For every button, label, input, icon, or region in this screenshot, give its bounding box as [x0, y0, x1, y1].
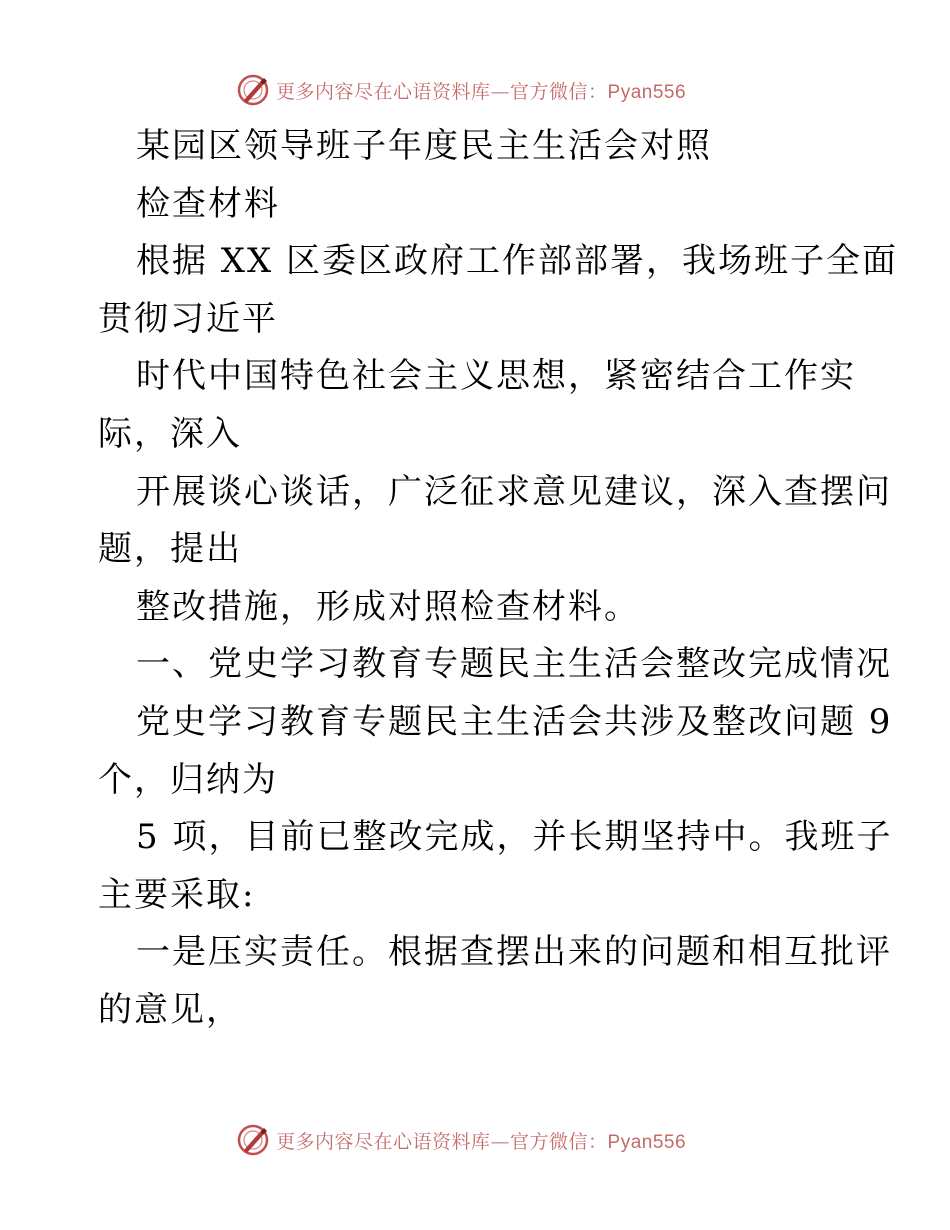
watermark-dash: — — [490, 1130, 511, 1153]
watermark-brand: 更多内容尽在心语资料库 — [276, 80, 491, 103]
text-line: 根据 XX 区委区政府工作部部署，我场班子全面 — [136, 241, 899, 282]
text-line: 一、党史学习教育专题民主生活会整改完成情况 — [136, 644, 892, 685]
footer-watermark — [236, 1122, 686, 1158]
text-line: 主要采取: — [98, 874, 256, 915]
text-line: 检查材料 — [136, 183, 280, 224]
document-body — [98, 118, 899, 1040]
text-line: 一是压实责任。根据查摆出来的问题和相互批评 — [136, 932, 892, 973]
text-line: 时代中国特色社会主义思想，紧密结合工作实 — [136, 356, 856, 397]
text-line: 的意见， — [98, 989, 242, 1030]
watermark-text — [276, 1127, 686, 1154]
watermark-suffix: 官方微信： — [510, 80, 608, 103]
watermark-suffix: 官方微信： — [510, 1130, 608, 1153]
watermark-dash: — — [490, 80, 511, 103]
text-line: 个，归纳为 — [98, 759, 278, 800]
text-line: 某园区领导班子年度民主生活会对照 — [136, 126, 712, 166]
pen-logo-icon — [236, 73, 270, 107]
text-line: 题，提出 — [98, 529, 242, 570]
text-line: 5 项，目前已整改完成，并长期坚持中。我班子 — [136, 817, 893, 858]
watermark-id: Pyan556 — [607, 1131, 687, 1153]
header-watermark — [236, 72, 686, 108]
pen-logo-icon — [236, 1123, 270, 1157]
watermark-text — [276, 77, 686, 104]
text-line: 开展谈心谈话，广泛征求意见建议，深入查摆问 — [136, 471, 892, 512]
text-line: 贯彻习近平 — [98, 298, 278, 339]
text-line: 整改措施，形成对照检查材料。 — [136, 586, 640, 627]
watermark-id: Pyan556 — [607, 81, 687, 103]
watermark-brand: 更多内容尽在心语资料库 — [276, 1130, 491, 1153]
text-line: 党史学习教育专题民主生活会共涉及整改问题 9 — [136, 701, 893, 742]
text-line: 际，深入 — [98, 413, 242, 454]
